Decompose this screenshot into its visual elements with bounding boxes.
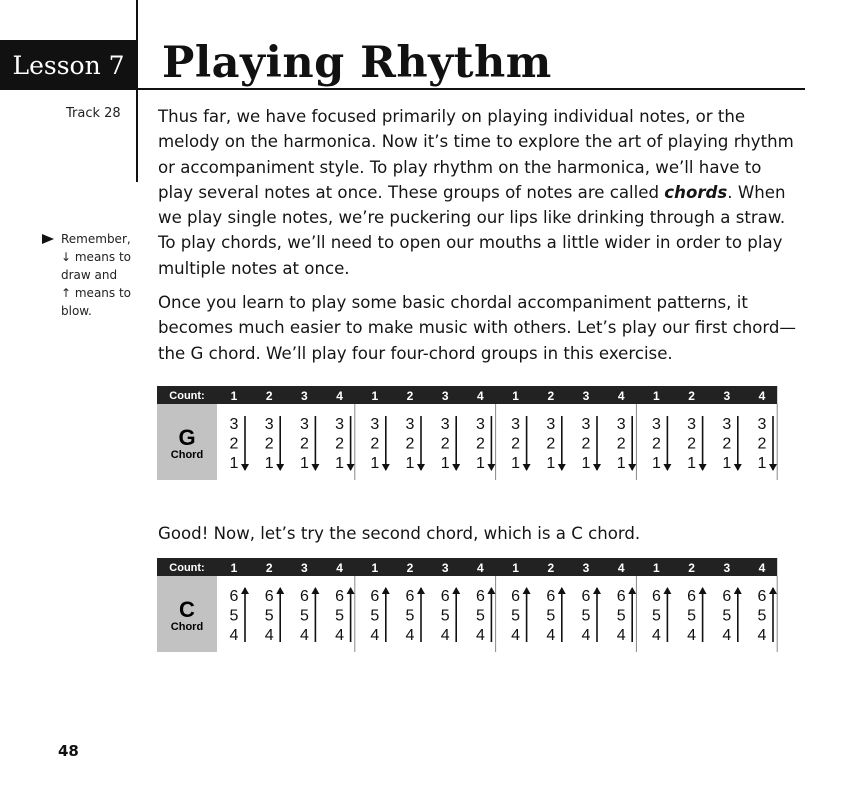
beat-number: 4 bbox=[336, 561, 343, 575]
track-label: Track 28 bbox=[66, 106, 121, 121]
hole-number: 2 bbox=[546, 435, 556, 453]
beat-number: 4 bbox=[477, 389, 484, 403]
hole-number: 3 bbox=[546, 416, 556, 433]
hole-number: 4 bbox=[264, 627, 274, 644]
hole-number: 1 bbox=[722, 455, 732, 472]
note-line: ↑ means to bbox=[61, 286, 132, 300]
hole-number: 6 bbox=[722, 588, 732, 605]
hole-number: 2 bbox=[722, 435, 732, 453]
beat-number: 1 bbox=[230, 389, 238, 403]
hole-number: 5 bbox=[370, 607, 380, 625]
hole-number: 3 bbox=[229, 416, 239, 433]
hole-number: 1 bbox=[475, 455, 485, 472]
hole-number: 4 bbox=[687, 627, 697, 644]
lesson-label: Lesson 7 bbox=[0, 40, 137, 90]
hole-number: 2 bbox=[581, 435, 591, 453]
hole-number: 5 bbox=[722, 607, 732, 625]
hole-number: 1 bbox=[546, 455, 556, 472]
count-header-bar bbox=[157, 558, 777, 576]
hole-number: 4 bbox=[722, 627, 732, 644]
chords-term: chords bbox=[664, 182, 728, 202]
beat-number: 2 bbox=[265, 561, 273, 575]
page-number: 48 bbox=[58, 742, 79, 760]
count-header-bar bbox=[157, 386, 777, 404]
hole-number: 5 bbox=[440, 607, 450, 625]
up-arrow-icon bbox=[382, 587, 390, 594]
beat-number: 2 bbox=[406, 389, 414, 403]
beat-number: 3 bbox=[582, 389, 590, 403]
hole-number: 5 bbox=[687, 607, 697, 625]
hole-number: 4 bbox=[229, 627, 239, 644]
up-arrow-icon bbox=[276, 587, 284, 594]
count-label: Count: bbox=[169, 390, 205, 402]
hole-number: 2 bbox=[405, 435, 415, 453]
chord-letter: G bbox=[178, 425, 196, 450]
up-arrow-icon bbox=[417, 587, 425, 594]
hole-number: 6 bbox=[511, 588, 521, 605]
down-arrow-icon bbox=[734, 464, 742, 471]
hole-number: 3 bbox=[757, 416, 767, 433]
down-arrow-icon bbox=[382, 464, 390, 471]
down-arrow-icon bbox=[699, 464, 707, 471]
hole-number: 5 bbox=[405, 607, 415, 625]
text-span: Thus far, we have focused primarily on playing individual notes, or the melody on the harmonica. Now it’s time to explore the art of playing rhythm or accompaniment style. To play rhythm on the harmonica, we’ll have to play several notes at once. These groups of notes are called bbox=[158, 107, 794, 202]
hole-number: 6 bbox=[616, 588, 626, 605]
hole-number: 1 bbox=[651, 455, 661, 472]
note-line: ↓ means to bbox=[61, 250, 132, 264]
up-arrow-icon bbox=[593, 587, 601, 594]
hole-number: 6 bbox=[581, 588, 591, 605]
down-arrow-icon bbox=[523, 464, 531, 471]
beat-number: 4 bbox=[617, 561, 625, 575]
down-arrow-icon bbox=[417, 464, 425, 471]
up-arrow-icon bbox=[452, 587, 460, 594]
hole-number: 6 bbox=[229, 588, 239, 605]
hole-number: 6 bbox=[757, 588, 767, 605]
hole-number: 2 bbox=[511, 435, 521, 453]
beat-number: 1 bbox=[371, 561, 379, 575]
down-arrow-icon bbox=[452, 464, 460, 471]
hole-number: 3 bbox=[440, 416, 450, 433]
beat-number: 2 bbox=[688, 389, 695, 403]
up-arrow-icon bbox=[663, 587, 671, 594]
beat-number: 3 bbox=[441, 389, 449, 403]
down-arrow-icon bbox=[628, 464, 636, 471]
hole-number: 4 bbox=[299, 627, 309, 644]
hole-number: 3 bbox=[335, 416, 345, 433]
beat-number: 1 bbox=[653, 389, 660, 403]
hole-number: 3 bbox=[475, 416, 485, 433]
chord-word: Chord bbox=[170, 449, 204, 461]
up-arrow-icon bbox=[769, 587, 777, 594]
hole-number: 1 bbox=[616, 455, 626, 472]
down-arrow-icon bbox=[241, 464, 249, 471]
down-arrow-icon bbox=[487, 464, 495, 471]
hole-number: 3 bbox=[299, 416, 309, 433]
down-arrow-icon bbox=[593, 464, 601, 471]
hole-number: 6 bbox=[546, 588, 556, 605]
hole-number: 6 bbox=[687, 588, 697, 605]
hole-number: 1 bbox=[264, 455, 274, 472]
hole-number: 1 bbox=[299, 455, 309, 472]
beat-number: 2 bbox=[547, 561, 555, 575]
beat-number: 1 bbox=[512, 389, 519, 403]
hole-number: 2 bbox=[370, 435, 380, 453]
hole-number: 5 bbox=[757, 607, 767, 625]
hole-number: 2 bbox=[299, 435, 309, 453]
hole-number: 4 bbox=[651, 627, 661, 644]
hole-number: 2 bbox=[757, 435, 767, 453]
hole-number: 1 bbox=[687, 455, 697, 472]
beat-number: 4 bbox=[617, 389, 625, 403]
hole-number: 2 bbox=[264, 435, 274, 453]
beat-number: 4 bbox=[336, 389, 343, 403]
hole-number: 5 bbox=[651, 607, 661, 625]
up-arrow-icon bbox=[311, 587, 319, 594]
hole-number: 6 bbox=[370, 588, 380, 605]
hole-number: 3 bbox=[264, 416, 274, 433]
hole-number: 5 bbox=[511, 607, 521, 625]
down-arrow-icon bbox=[276, 464, 284, 471]
hole-number: 5 bbox=[546, 607, 556, 625]
hole-number: 1 bbox=[757, 455, 767, 472]
down-arrow-icon bbox=[769, 464, 777, 471]
count-label: Count: bbox=[169, 562, 205, 574]
down-arrow-icon bbox=[311, 464, 319, 471]
g-chord-paragraph: Once you learn to play some basic chordal accompaniment patterns, it becomes much easier to make music with others. Let’s play our first chord—the G chord. We’ll play four four-chord groups in this exercise. bbox=[158, 293, 797, 363]
hole-number: 6 bbox=[475, 588, 485, 605]
beat-number: 2 bbox=[406, 561, 414, 575]
beat-number: 1 bbox=[371, 389, 379, 403]
down-arrow-icon bbox=[663, 464, 671, 471]
hole-number: 4 bbox=[511, 627, 521, 644]
beat-number: 3 bbox=[582, 561, 590, 575]
hole-number: 3 bbox=[722, 416, 732, 433]
hole-number: 3 bbox=[405, 416, 415, 433]
beat-number: 4 bbox=[758, 561, 766, 575]
hole-number: 6 bbox=[440, 588, 450, 605]
hole-number: 1 bbox=[335, 455, 345, 472]
beat-number: 3 bbox=[441, 561, 449, 575]
hole-number: 3 bbox=[651, 416, 661, 433]
note-line: Remember, bbox=[61, 232, 131, 246]
hole-number: 3 bbox=[511, 416, 521, 433]
hole-number: 1 bbox=[581, 455, 591, 472]
hole-number: 5 bbox=[264, 607, 274, 625]
hole-number: 2 bbox=[440, 435, 450, 453]
page-title: Playing Rhythm bbox=[162, 38, 552, 88]
hole-number: 1 bbox=[370, 455, 380, 472]
hole-number: 4 bbox=[475, 627, 485, 644]
hole-number: 2 bbox=[475, 435, 485, 453]
hole-number: 4 bbox=[440, 627, 450, 644]
beat-number: 2 bbox=[547, 389, 555, 403]
down-arrow-icon bbox=[558, 464, 566, 471]
hole-number: 2 bbox=[616, 435, 626, 453]
beat-number: 1 bbox=[230, 561, 238, 575]
beat-number: 3 bbox=[301, 561, 308, 575]
hole-number: 4 bbox=[616, 627, 626, 644]
hole-number: 6 bbox=[299, 588, 309, 605]
hole-number: 5 bbox=[581, 607, 591, 625]
chord-word: Chord bbox=[170, 621, 204, 633]
beat-number: 4 bbox=[477, 561, 484, 575]
beat-number: 1 bbox=[512, 561, 519, 575]
beat-number: 3 bbox=[723, 389, 731, 403]
c-chord-paragraph: Good! Now, let’s try the second chord, which is a C chord. bbox=[158, 524, 641, 543]
hole-number: 4 bbox=[335, 627, 345, 644]
hole-number: 5 bbox=[229, 607, 239, 625]
down-arrow-icon bbox=[347, 464, 355, 471]
up-arrow-icon bbox=[699, 587, 707, 594]
hole-number: 6 bbox=[651, 588, 661, 605]
hole-number: 4 bbox=[405, 627, 415, 644]
up-arrow-icon bbox=[523, 587, 531, 594]
hole-number: 3 bbox=[581, 416, 591, 433]
hole-number: 6 bbox=[335, 588, 345, 605]
up-arrow-icon bbox=[487, 587, 495, 594]
hole-number: 5 bbox=[335, 607, 345, 625]
hole-number: 5 bbox=[299, 607, 309, 625]
hole-number: 5 bbox=[616, 607, 626, 625]
hole-number: 2 bbox=[335, 435, 345, 453]
hole-number: 2 bbox=[229, 435, 239, 453]
up-arrow-icon bbox=[628, 587, 636, 594]
hole-number: 1 bbox=[440, 455, 450, 472]
beat-number: 2 bbox=[265, 389, 273, 403]
up-arrow-icon bbox=[734, 587, 742, 594]
hole-number: 3 bbox=[370, 416, 380, 433]
hole-number: 1 bbox=[511, 455, 521, 472]
beat-number: 3 bbox=[723, 561, 731, 575]
hole-number: 4 bbox=[581, 627, 591, 644]
beat-number: 2 bbox=[688, 561, 695, 575]
hole-number: 6 bbox=[405, 588, 415, 605]
hole-number: 1 bbox=[229, 455, 239, 472]
up-arrow-icon bbox=[347, 587, 355, 594]
hole-number: 4 bbox=[757, 627, 767, 644]
beat-number: 1 bbox=[653, 561, 660, 575]
hole-number: 4 bbox=[546, 627, 556, 644]
hole-number: 6 bbox=[264, 588, 274, 605]
hole-number: 3 bbox=[687, 416, 697, 433]
note-line: draw and bbox=[61, 268, 118, 282]
text-span: . When we play single notes, we’re puckering our lips like drinking through a straw. To play chords, we’ll need to open our mouths a little wider in order to play multiple notes at once. bbox=[158, 182, 786, 278]
hole-number: 3 bbox=[616, 416, 626, 433]
chord-letter: C bbox=[179, 597, 195, 622]
beat-number: 4 bbox=[758, 389, 766, 403]
note-line: blow. bbox=[61, 304, 92, 318]
hole-number: 2 bbox=[687, 435, 697, 453]
hole-number: 4 bbox=[370, 627, 380, 644]
hole-number: 5 bbox=[475, 607, 485, 625]
beat-number: 3 bbox=[301, 389, 308, 403]
up-arrow-icon bbox=[558, 587, 566, 594]
hole-number: 1 bbox=[405, 455, 415, 472]
up-arrow-icon bbox=[241, 587, 249, 594]
hole-number: 2 bbox=[651, 435, 661, 453]
